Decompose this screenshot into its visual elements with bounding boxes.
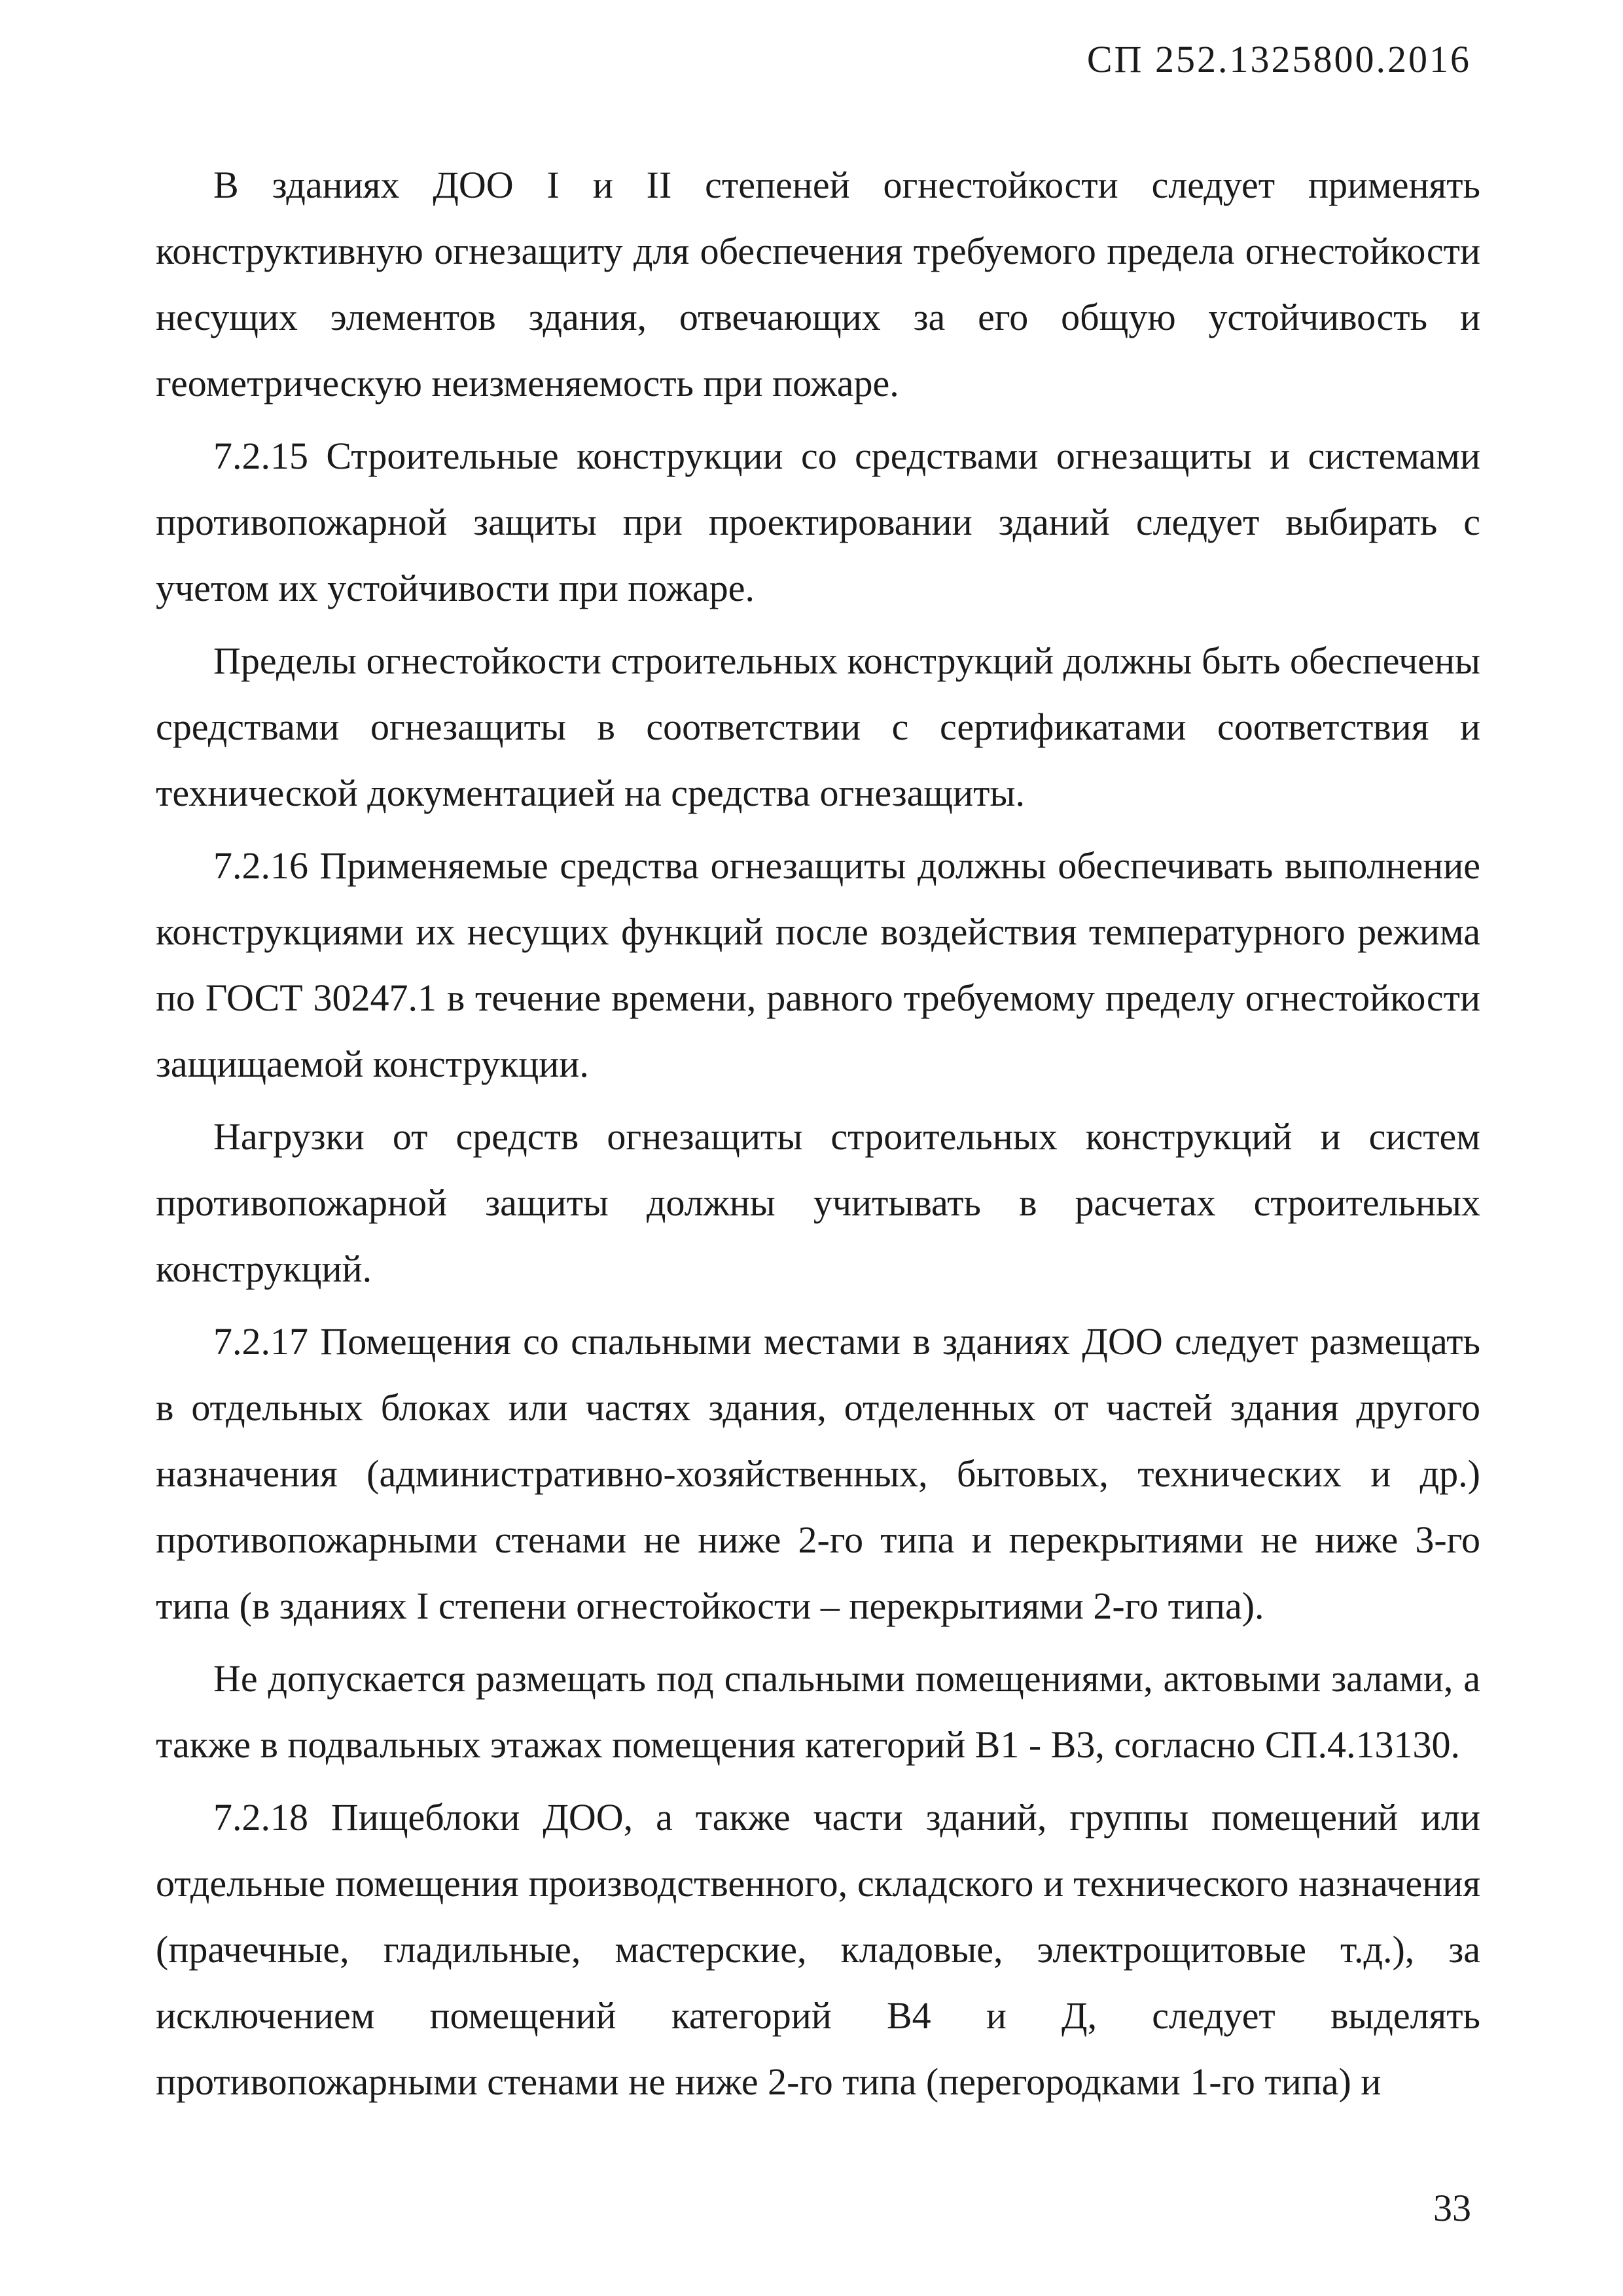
paragraph-fire-protection-loads: Нагрузки от средств огнезащиты строительных конструкций и систем противопожарной защиты должны учитывать в расчетах строительных конструкций.: [156, 1115, 1480, 1290]
paragraph-7-2-17: 7.2.17 Помещения со спальными местами в зданиях ДОО следует размещать в отдельных блоках или частях здания, отделенных от частей здания другого назначения (административно-хозяйственных, бытовых, технических и др.) противопожарными стенами не ниже 2-го типа и перекрытиями не ниже 3-го типа (в зданиях I степени огнестойкости – перекрытиями 2-го типа).: [156, 1320, 1480, 1627]
paragraph-fire-resistance-limits: Пределы огнестойкости строительных конструкций должны быть обеспечены средствами огнезащиты в соответствии с сертификатами соответствия и технической документацией на средства огнезащиты.: [156, 639, 1480, 814]
document-body: [156, 152, 1480, 2121]
paragraph-placement-restrictions: Не допускается размещать под спальными помещениями, актовыми залами, а также в подвальных этажах помещения категорий В1 - В3, согласно СП.4.13130.: [156, 1657, 1480, 1766]
paragraph-fire-protection-structures: В зданиях ДОО I и II степеней огнестойкости следует применять конструктивную огнезащиту для обеспечения требуемого предела огнестойкости несущих элементов здания, отвечающих за его общую устойчивость и геометрическую неизменяемость при пожаре.: [156, 164, 1480, 404]
paragraph-7-2-16: 7.2.16 Применяемые средства огнезащиты должны обеспечивать выполнение конструкциями их несущих функций после воздействия температурного режима по ГОСТ 30247.1 в течение времени, равного требуемому пределу огнестойкости защищаемой конструкции.: [156, 844, 1480, 1085]
page-number: 33: [1433, 2187, 1471, 2229]
document-code-header: СП 252.1325800.2016: [1086, 38, 1471, 81]
paragraph-7-2-18: 7.2.18 Пищеблоки ДОО, а также части зданий, группы помещений или отдельные помещения производственного, складского и технического назначения (прачечные, гладильные, мастерские, кладовые, электрощитовые т.д.), за исключением помещений категорий В4 и Д, следует выделять противопожарными стенами не ниже 2-го типа (перегородками 1-го типа) и: [156, 1796, 1480, 2103]
paragraph-7-2-15: 7.2.15 Строительные конструкции со средствами огнезащиты и системами противопожарной защиты при проектировании зданий следует выбирать с учетом их устойчивости при пожаре.: [156, 435, 1480, 609]
